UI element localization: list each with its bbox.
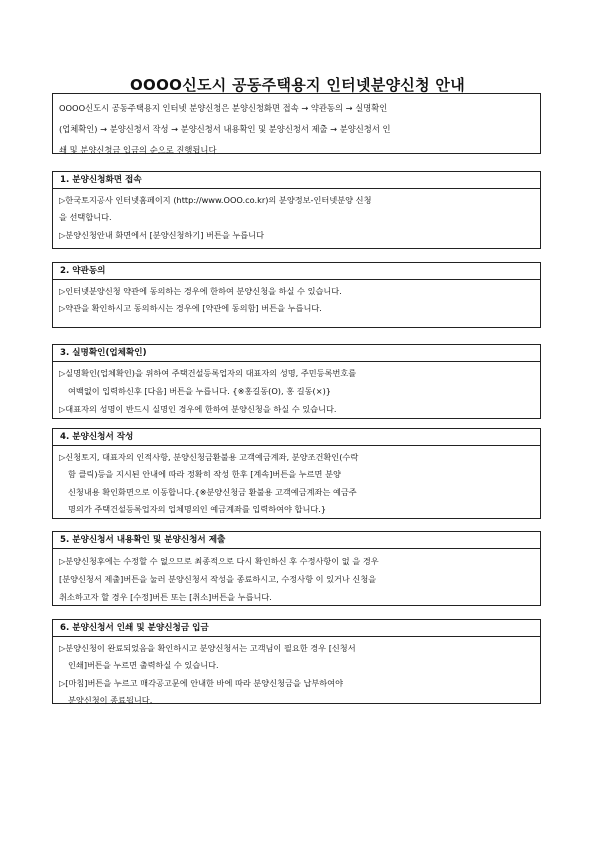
section-line: ▷한국토지공사 인터넷홈페이지 (http://www.OOO.co.kr)의 분양정보-인터넷분양 신청 — [59, 195, 372, 205]
section-heading: 4. 분양신청서 작성 — [53, 429, 540, 446]
section-line: ▷대표자의 성명이 반드시 실명인 경우에 한하여 분양신청을 하실 수 있습니다. — [59, 403, 337, 414]
section-line: ▷실명확인(업체확인)을 위하여 주택건설등록업자의 대표자의 성명, 주민등록번호를 — [59, 368, 357, 378]
section-line: 신청내용 확인화면으로 이동합니다.{※분양신청금 환불용 고객예금계좌는 예금주 — [68, 486, 357, 497]
intro-line: OOOO신도시 공동주택용지 인터넷 분양신청은 분양신청화면 접속 → 약관동의 → 실명확인 — [59, 103, 388, 113]
section-line: ▷분양신청안내 화면에서 [분양신청하기] 버튼을 누릅니다 — [59, 229, 265, 240]
section-line: [분양신청서 제출]버튼을 눌러 분양신청서 작성을 종료하시고, 수정사항 이 있거나 신청을 — [59, 574, 377, 585]
section-line: 함 클릭)등을 지시된 안내에 따라 정확히 작성 한후 [계속]버튼을 누르면 분양 — [68, 469, 341, 480]
section-line: ▷신청토지, 대표자의 인적사항, 분양신청금환불용 고객예금계좌, 분양조건확인(수락 — [59, 452, 359, 462]
section-access — [52, 171, 541, 249]
section-print-payment — [52, 619, 541, 704]
intro-box — [52, 93, 541, 154]
section-line: ▷약관을 확인하시고 동의하시는 경우에 [약관에 동의함] 버튼을 누릅니다. — [59, 303, 322, 314]
section-terms — [52, 262, 541, 328]
section-identity — [52, 344, 541, 419]
section-line: 분양신청이 종료됩니다. — [68, 694, 153, 705]
section-heading: 1. 분양신청화면 접속 — [53, 172, 540, 189]
section-line: 취소하고자 할 경우 [수정]버튼 또는 [취소]버튼을 누릅니다. — [59, 592, 272, 603]
section-line: ▷인터넷분양신청 약관에 동의하는 경우에 한하여 분양신청을 하실 수 있습니다. — [59, 286, 342, 296]
section-line: ▷분양신청후에는 수정할 수 없으므로 최종적으로 다시 확인하신 후 수정사항이 없 을 경우 — [59, 556, 379, 566]
section-confirm-submit — [52, 531, 541, 606]
section-heading: 3. 실명확인(업체확인) — [53, 345, 540, 362]
section-heading: 5. 분양신청서 내용확인 및 분양신청서 제출 — [53, 532, 540, 549]
section-line: ▷분양신청이 완료되었음을 확인하시고 분양신청서는 고객님이 필요한 경우 [신청서 — [59, 643, 356, 653]
intro-line: (업체확인) → 분양신청서 작성 → 분양신청서 내용확인 및 분양신청서 제출 → 분양신청서 인 — [59, 124, 391, 134]
section-line: ▷[마침]버튼을 누르고 매각공고문에 안내한 바에 따라 분양신청금을 납부하여야 — [59, 677, 343, 688]
section-application — [52, 428, 541, 519]
section-line: 여백없이 입력하신후 [다음] 버튼을 누릅니다. {※홍길동(O), 홍 길동(×)} — [68, 385, 331, 396]
intro-line: 쇄 및 분양신청금 입금의 순으로 진행됩니다 — [59, 145, 217, 155]
section-line: 인쇄]버튼을 누르면 출력하실 수 있습니다. — [68, 660, 219, 671]
section-line: 명의가 주택건설등록업자의 업체명의인 예금계좌를 입력하여야 합니다.} — [68, 503, 327, 514]
section-heading: 2. 약관동의 — [53, 263, 540, 280]
section-line: 을 선택합니다. — [59, 212, 112, 223]
section-heading: 6. 분양신청서 인쇄 및 분양신청금 입금 — [53, 620, 540, 637]
page-title: OOOO신도시 공동주택용지 인터넷분양신청 안내 — [130, 76, 465, 94]
